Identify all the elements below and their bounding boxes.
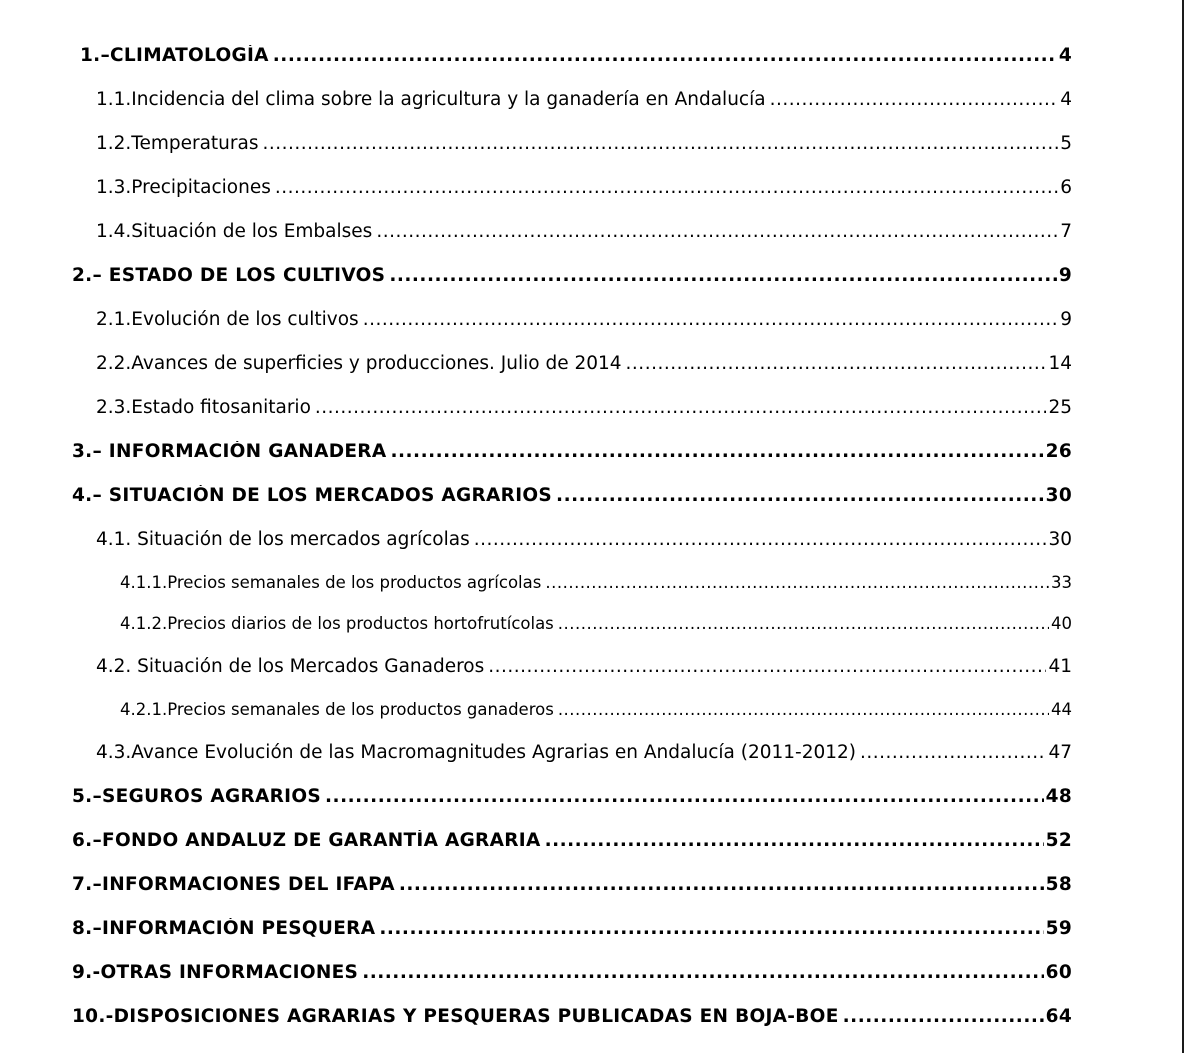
toc-entry-section-1[interactable]	[80, 45, 1072, 75]
toc-entry-label: 1.–CLIMATOLOGÍA	[80, 45, 269, 66]
toc-entry-page: 48	[1045, 786, 1072, 807]
toc-dot-leader	[390, 441, 1043, 462]
toc-dot-leader	[545, 573, 1049, 592]
toc-entry-page: 40	[1051, 614, 1072, 633]
toc-entry-label: 10.-DISPOSICIONES AGRARIAS Y PESQUERAS PUBLICADAS EN BOJA-BOE	[72, 1006, 839, 1027]
toc-entry-label: 7.–INFORMACIONES DEL IFAPA	[72, 874, 395, 895]
toc-entry-section-4-3[interactable]	[96, 742, 1072, 772]
toc-entry-section-4-1-2[interactable]	[120, 614, 1072, 644]
toc-entry-page: 9	[1058, 265, 1072, 286]
toc-entry-label: 2.1.Evolución de los cultivos	[96, 309, 359, 330]
toc-entry-label: 5.–SEGUROS AGRARIOS	[72, 786, 322, 807]
toc-entry-label: 2.3.Estado fitosanitario	[96, 397, 311, 418]
toc-entry-label: 2.– ESTADO DE LOS CULTIVOS	[72, 265, 386, 286]
toc-entry-section-3[interactable]	[72, 441, 1072, 471]
toc-entry-page: 25	[1048, 397, 1072, 418]
toc-entry-section-4[interactable]	[72, 485, 1072, 515]
toc-dot-leader	[558, 700, 1049, 719]
toc-entry-section-1-3[interactable]	[96, 177, 1072, 207]
toc-entry-page: 30	[1045, 485, 1072, 506]
toc-entry-label: 1.1.Incidencia del clima sobre la agricultura y la ganadería en Andalucía	[96, 89, 766, 110]
toc-dot-leader	[556, 485, 1044, 506]
toc-entry-label: 6.–FONDO ANDALUZ DE GARANTÍA AGRARIA	[72, 830, 541, 851]
toc-entry-section-1-2[interactable]	[96, 133, 1072, 163]
toc-entry-page: 41	[1048, 656, 1072, 677]
toc-dot-leader	[376, 221, 1058, 242]
toc-entry-page: 26	[1045, 441, 1072, 462]
toc-entry-page: 4	[1058, 45, 1072, 66]
toc-dot-leader	[273, 45, 1057, 66]
toc-entry-label: 4.1. Situación de los mercados agrícolas	[96, 529, 470, 550]
toc-entry-label: 4.– SITUACIÓN DE LOS MERCADOS AGRARIOS	[72, 485, 553, 506]
toc-entry-page: 58	[1045, 874, 1072, 895]
toc-dot-leader	[474, 529, 1047, 550]
toc-dot-leader	[379, 918, 1043, 939]
toc-entry-label: 4.1.2.Precios diarios de los productos hortofrutícolas	[120, 614, 554, 633]
toc-dot-leader	[363, 309, 1059, 330]
toc-dot-leader	[545, 830, 1044, 851]
toc-entry-section-2-2[interactable]	[96, 353, 1072, 383]
toc-entry-label: 9.-OTRAS INFORMACIONES	[72, 962, 359, 983]
toc-entry-page: 7	[1060, 221, 1072, 242]
toc-dot-leader	[488, 656, 1046, 677]
toc-dot-leader	[362, 962, 1043, 983]
toc-entry-label: 4.3.Avance Evolución de las Macromagnitudes Agrarias en Andalucía (2011-2012)	[96, 742, 857, 763]
toc-dot-leader	[389, 265, 1057, 286]
toc-dot-leader	[325, 786, 1044, 807]
toc-entry-page: 14	[1048, 353, 1072, 374]
toc-entry-section-4-2[interactable]	[96, 656, 1072, 686]
toc-entry-section-2-3[interactable]	[96, 397, 1072, 427]
toc-entry-section-9[interactable]	[72, 962, 1072, 992]
toc-entry-section-1-1[interactable]	[96, 89, 1072, 119]
toc-entry-section-1-4[interactable]	[96, 221, 1072, 251]
toc-dot-leader	[626, 353, 1047, 374]
toc-entry-label: 1.2.Temperaturas	[96, 133, 259, 154]
toc-dot-leader	[770, 89, 1059, 110]
toc-entry-page: 9	[1060, 309, 1072, 330]
toc-dot-leader	[558, 614, 1049, 633]
toc-entry-section-4-1-1[interactable]	[120, 573, 1072, 603]
toc-entry-page: 64	[1045, 1006, 1072, 1027]
toc-entry-page: 47	[1048, 742, 1072, 763]
toc-entry-section-6[interactable]	[72, 830, 1072, 860]
toc-entry-section-2-1[interactable]	[96, 309, 1072, 339]
toc-entry-page: 33	[1051, 573, 1072, 592]
toc-entry-page: 59	[1045, 918, 1072, 939]
toc-entry-page: 30	[1048, 529, 1072, 550]
toc-entry-page: 52	[1045, 830, 1072, 851]
toc-entry-label: 2.2.Avances de superficies y producciones. Julio de 2014	[96, 353, 622, 374]
toc-entry-page: 44	[1051, 700, 1072, 719]
toc-entry-label: 4.2.1.Precios semanales de los productos ganaderos	[120, 700, 554, 719]
toc-entry-label: 3.– INFORMACIÓN GANADERA	[72, 441, 387, 462]
toc-entry-section-2[interactable]	[72, 265, 1072, 295]
toc-entry-page: 6	[1060, 177, 1072, 198]
toc-entry-section-4-1[interactable]	[96, 529, 1072, 559]
toc-entry-label: 1.3.Precipitaciones	[96, 177, 271, 198]
toc-entry-section-10[interactable]	[72, 1006, 1072, 1036]
toc-dot-leader	[860, 742, 1046, 763]
toc-entry-page: 5	[1060, 133, 1072, 154]
toc-entry-section-4-2-1[interactable]	[120, 700, 1072, 730]
toc-entry-section-7[interactable]	[72, 874, 1072, 904]
toc-dot-leader	[275, 177, 1058, 198]
toc-entry-page: 60	[1045, 962, 1072, 983]
toc-entry-section-5[interactable]	[72, 786, 1072, 816]
toc-entry-label: 8.–INFORMACIÓN PESQUERA	[72, 918, 376, 939]
toc-entry-label: 4.1.1.Precios semanales de los productos agrícolas	[120, 573, 542, 592]
toc-entry-label: 1.4.Situación de los Embalses	[96, 221, 373, 242]
toc-dot-leader	[399, 874, 1044, 895]
toc-entry-section-8[interactable]	[72, 918, 1072, 948]
toc-dot-leader	[263, 133, 1059, 154]
toc-dot-leader	[315, 397, 1047, 418]
toc-entry-label: 4.2. Situación de los Mercados Ganaderos	[96, 656, 485, 677]
toc-entry-page: 4	[1060, 89, 1072, 110]
toc-dot-leader	[843, 1006, 1044, 1027]
